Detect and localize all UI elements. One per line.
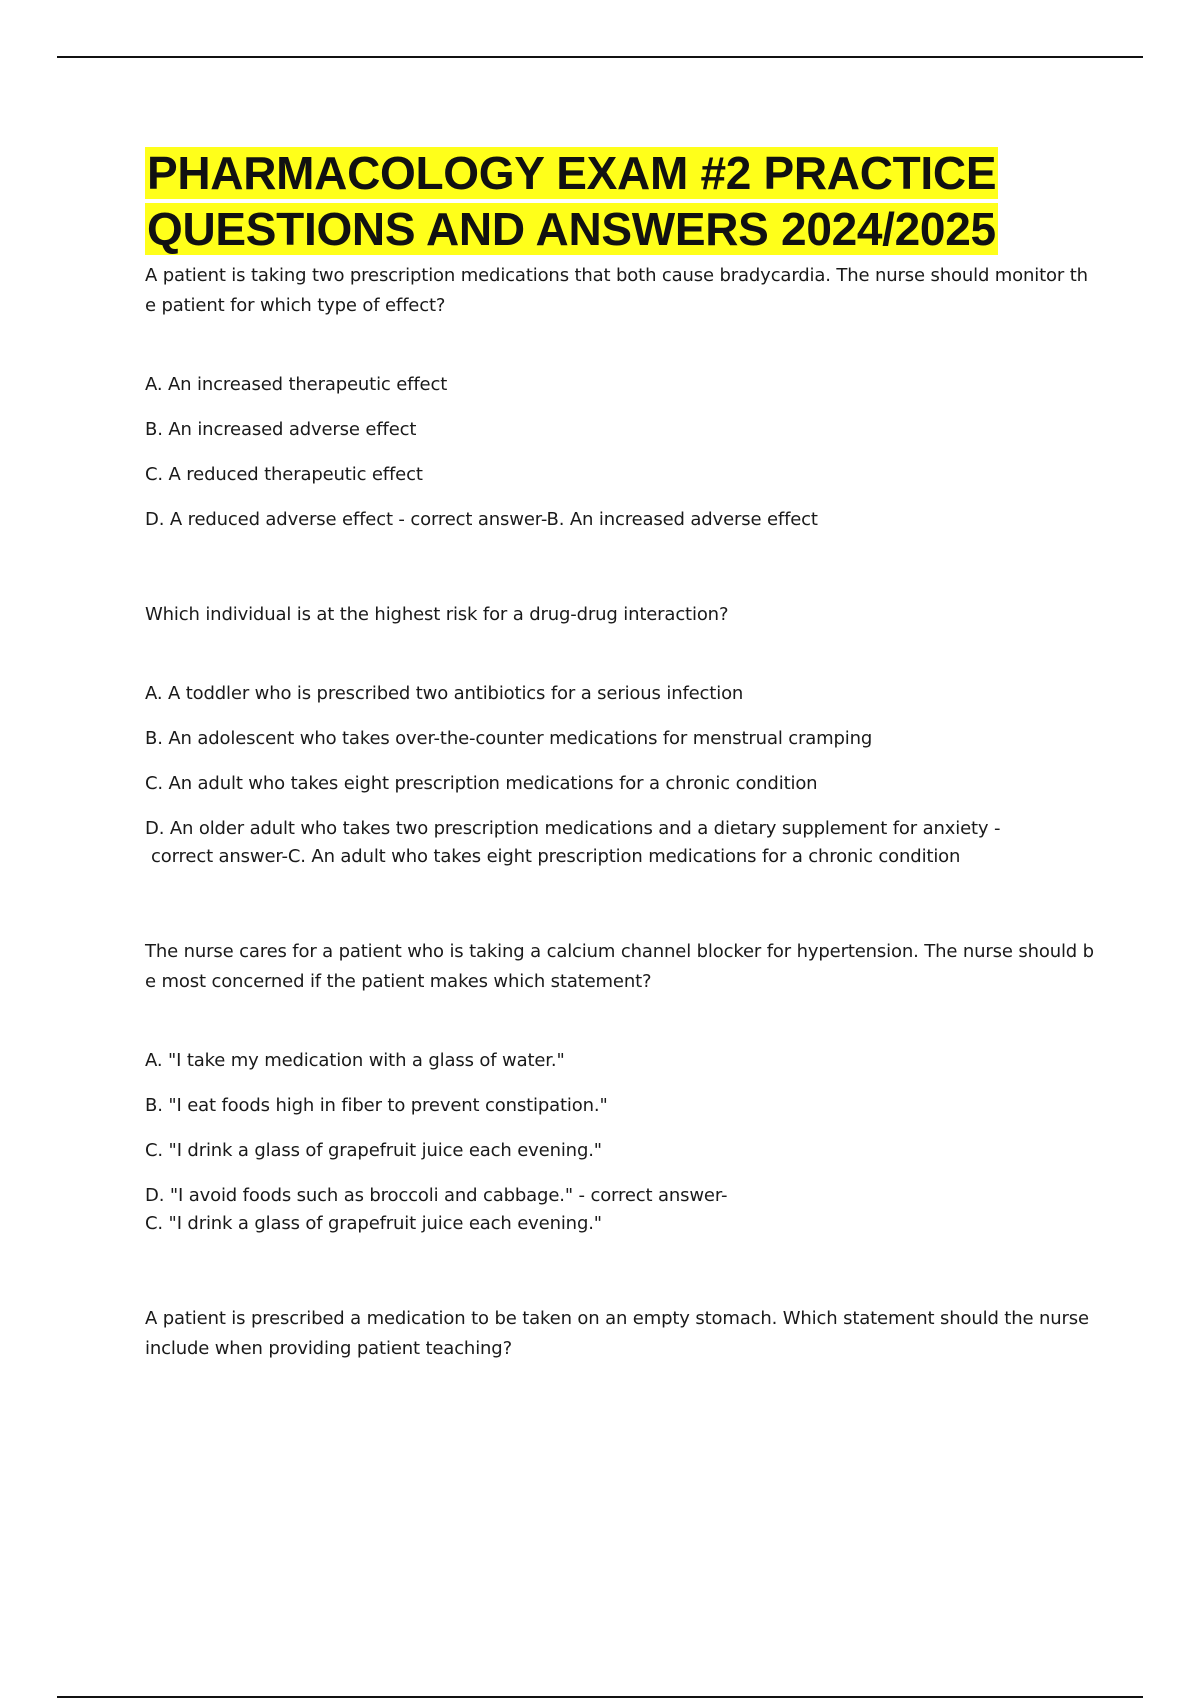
question-block-2 — [145, 600, 1095, 871]
question-block-4 — [145, 1304, 1095, 1364]
question-1-option-c: C. A reduced therapeutic effect — [145, 464, 423, 485]
question-1-option-a: A. An increased therapeutic effect — [145, 374, 448, 395]
question-1-text: A patient is taking two prescription medications that both cause bradycardia. The nurse should monitor the patient for which type of effect? — [145, 265, 1088, 316]
question-block-3 — [145, 937, 1095, 1238]
question-3-option-d-text: D. "I avoid foods such as broccoli and cabbage." - correct answer- — [145, 1185, 728, 1206]
question-4-text: A patient is prescribed a medication to be taken on an empty stomach. Which statement should the nurse include when providing patient teaching? — [145, 1308, 1089, 1359]
question-3-answer: C. "I drink a glass of grapefruit juice each evening." — [145, 1213, 602, 1234]
document-body — [145, 145, 1095, 1364]
question-1-option-d: D. A reduced adverse effect - correct answer-B. An increased adverse effect — [145, 509, 818, 530]
question-3-option-a: A. "I take my medication with a glass of water." — [145, 1050, 565, 1071]
title-line-2: QUESTIONS AND ANSWERS 2024/2025 — [147, 203, 996, 255]
question-2-option-d — [145, 815, 1095, 871]
question-2-option-b: B. An adolescent who takes over-the-counter medications for menstrual cramping — [145, 728, 873, 749]
top-rule — [57, 56, 1143, 58]
title-line-1: PHARMACOLOGY EXAM #2 PRACTICE — [147, 147, 997, 199]
bottom-rule — [57, 1696, 1143, 1698]
question-2-option-a: A. A toddler who is prescribed two antibiotics for a serious infection — [145, 683, 744, 704]
question-3-option-b: B. "I eat foods high in fiber to prevent constipation." — [145, 1095, 608, 1116]
question-3-option-c: C. "I drink a glass of grapefruit juice each evening." — [145, 1140, 602, 1161]
question-3-text: The nurse cares for a patient who is taking a calcium channel blocker for hypertension. The nurse should be most concerned if the patient makes which statement? — [145, 941, 1094, 992]
question-1-option-b: B. An increased adverse effect — [145, 419, 417, 440]
question-2-answer: correct answer-C. An adult who takes eight prescription medications for a chronic condition — [151, 846, 961, 867]
question-2-option-d-text: D. An older adult who takes two prescription medications and a dietary supplement for anxiety - — [145, 818, 1001, 839]
question-2-option-c: C. An adult who takes eight prescription medications for a chronic condition — [145, 773, 818, 794]
question-3-options — [145, 1047, 1095, 1238]
document-title — [145, 145, 1095, 257]
question-3-option-d — [145, 1182, 1095, 1238]
question-block-1 — [145, 261, 1095, 534]
question-2-options — [145, 680, 1095, 871]
question-2-text: Which individual is at the highest risk for a drug-drug interaction? — [145, 604, 729, 625]
question-1-options — [145, 371, 1095, 534]
